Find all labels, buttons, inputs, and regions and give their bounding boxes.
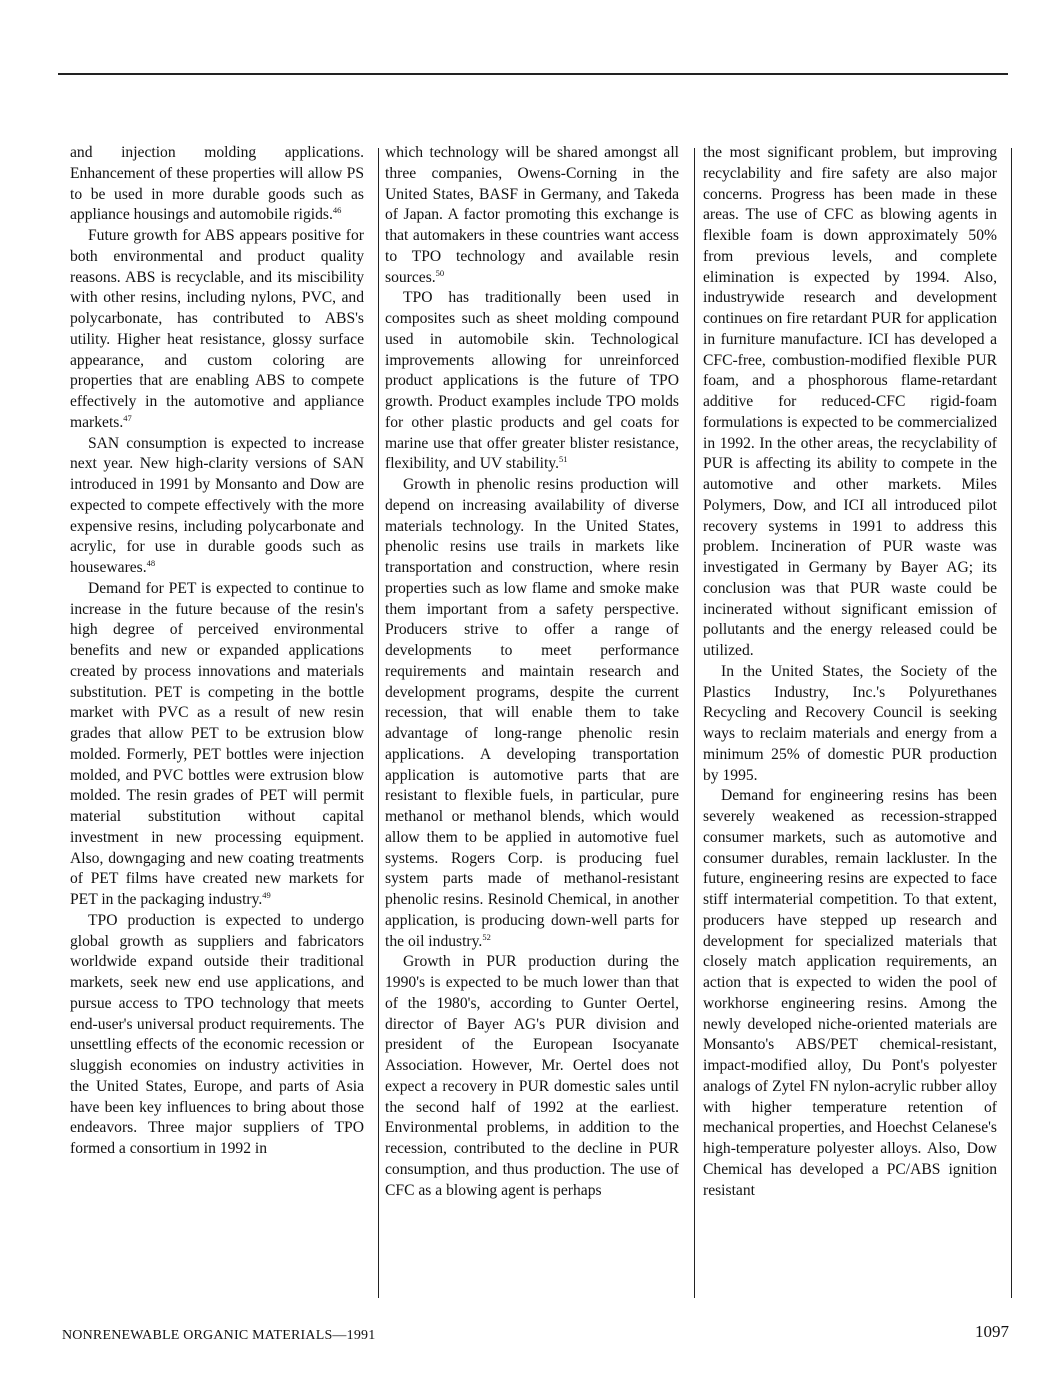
footnote-ref: 46: [332, 205, 342, 216]
paragraph: which technology will be shared amongst all three companies, Owens-Corning in the United States, BASF in Germany, and Takeda of Japan. A factor promoting this exchange is that automakers in these countries want access to TPO technology and available resin sources.$^{50}$: [385, 144, 679, 286]
text-column-1: [70, 143, 364, 1160]
paragraph: the most significant problem, but improving recyclability and fire safety are also major concerns. Progress has been made in these areas. The use of CFC as blowing agents in flexible foam is down approximately 50% from previous levels, and complete elimination is expected by 1994. Also, industrywide research and development continues on fire retardant PUR for application in furniture manufacture. ICI has developed a CFC-free, combustion-modified flexible PUR foam, and a phosphorous flame-retardant additive for reduced-CFC rigid-foam formulations is expected to be commercialized in 1992. In the other areas, the recyclability of PUR is affecting its ability to compete in the automotive and other markets. Miles Polymers, Dow, and ICI all introduced pilot recovery systems in 1991 to address this problem. Incineration of PUR waste was investigated in Germany by Bayer AG; its conclusion was that PUR waste could be incinerated without significant emission of pollutants and the energy released could be utilized.: [703, 144, 997, 659]
running-footer-title: NONRENEWABLE ORGANIC MATERIALS—1991: [62, 1328, 376, 1343]
paragraph: SAN consumption is expected to increase next year. New high-clarity versions of SAN introduced in 1991 by Monsanto and Dow are expected to compete effectively with the more expensive resins, including polycarbonate and acrylic, for use in durable goods such as housewares.$^{48}$: [70, 434, 364, 576]
footnote-ref: 47: [123, 412, 132, 423]
footnote-ref: 48: [146, 557, 156, 568]
footnote-ref: 50: [435, 267, 445, 278]
header-rule: [58, 73, 1008, 75]
paragraph: Growth in PUR production during the 1990's is expected to be much lower than that of the 1980's, according to Gunter Oertel, director of Bayer AG's PUR division and president of the European Isocyanate Association. However, Mr. Oertel does not expect a recovery in PUR domestic sales until the second half of 1992 at the earliest. Environmental problems, in addition to the recession, contributed to the decline in PUR consumption, and thus production. The use of CFC as a blowing agent is perhaps: [385, 953, 679, 1199]
page-number: 1097: [975, 1322, 1009, 1341]
text-column-2: [385, 143, 679, 1201]
text-column-3: [703, 143, 997, 1201]
paragraph: TPO has traditionally been used in composites such as sheet molding compound used in automobile skin. Technological improvements allowing for unreinforced product applications is the future of TPO growth. Product examples include TPO molds for other plastic products and gel coats for marine use that offer greater blister resistance, flexibility, and UV stability.$^{51}$: [385, 289, 679, 473]
footnote-ref: 49: [262, 889, 271, 900]
paragraph: and injection molding applications. Enhancement of these properties will allow PS to be used in more durable goods such as appliance housings and automobile rigids.$^{46}$: [70, 144, 364, 224]
paragraph: TPO production is expected to undergo global growth as suppliers and fabricators worldwide expand outside their traditional markets, seek new end use applications, and pursue access to TPO technology that meets end-user's universal product requirements. The unsettling effects of the economic recession or sluggish economies on industry activities in the United States, Europe, and parts of Asia have been key influences to bring about those endeavors. Three major suppliers of TPO formed a consortium in 1992 in: [70, 911, 364, 1157]
paragraph: Demand for PET is expected to continue to increase in the future because of the resin's high degree of perceived environmental benefits and new or expanded applications created by process innovations and materials substitution. PET is competing in the bottle market with PVC as a result of new resin grades that allow PET to be extrusion blow molded. Formerly, PET bottles were injection molded, and PVC bottles were extrusion blow molded. The resin grades of PET will permit material substitution without capital investment in new processing equipment. Also, downgaging and new coating treatments of PET films have created new markets for PET in the packaging industry.$^{49}$: [70, 579, 364, 908]
paragraph: In the United States, the Society of the Plastics Industry, Inc.'s Polyurethanes Recycling and Recovery Council is seeking ways to reclaim materials and energy from a minimum 25% of domestic PUR production by 1995.: [703, 662, 997, 784]
footnote-ref: 52: [482, 931, 491, 942]
paragraph: Future growth for ABS appears positive for both environmental and product quality reasons. ABS is recyclable, and its miscibility with other resins, including nylons, PVC, and polycarbonate, has contributed to ABS's utility. Higher heat resistance, glossy surface appearance, and custom coloring are properties that are enabling ABS to compete effectively in the automotive and appliance markets.$^{47}$: [70, 227, 364, 431]
paragraph: Growth in phenolic resins production will depend on increasing availability of diverse materials technology. In the United States, phenolic resins use trails in markets like transportation and construction, where resin properties such as low flame and smoke make them important from a safety perspective. Producers strive to offer a range of developments to meet performance requirements and maintain research and development programs, despite the current recession, that will enable them to take advantage of long-range phenolic resin applications. A developing transportation application is automotive parts that are resistant to flexible fuels, in particular, pure methanol or methanol blends, which would allow them to be applied in automotive fuel systems. Rogers Corp. is producing fuel system parts made of methanol-resistant phenolic resins. Resinold Chemical, in another application, is producing down-well parts for the oil industry.$^{52}$: [385, 476, 679, 950]
column-rule-left: [378, 148, 379, 1298]
column-rule-edge: [1011, 148, 1012, 1298]
column-rule-right: [694, 148, 695, 1298]
footnote-ref: 51: [558, 454, 568, 465]
paragraph: Demand for engineering resins has been severely weakened as recession-strapped consumer markets, such as automotive and consumer durables, remain lackluster. In the future, engineering resins are expected to face stiff intermaterial competition. To that extent, producers have stepped up research and development for specialized materials that closely match application requirements, an action that is expected to widen the pool of workhorse engineering resins. Among the newly developed niche-oriented materials are Monsanto's ABS/PET chemical-resistant, impact-modified alloy, Du Pont's polyester analogs of Zytel FN nylon-acrylic rubber alloy with higher temperature retention of mechanical properties, and Hoechst Celanese's high-temperature polyester alloys. Also, Dow Chemical has developed a PC/ABS ignition resistant: [703, 787, 997, 1199]
